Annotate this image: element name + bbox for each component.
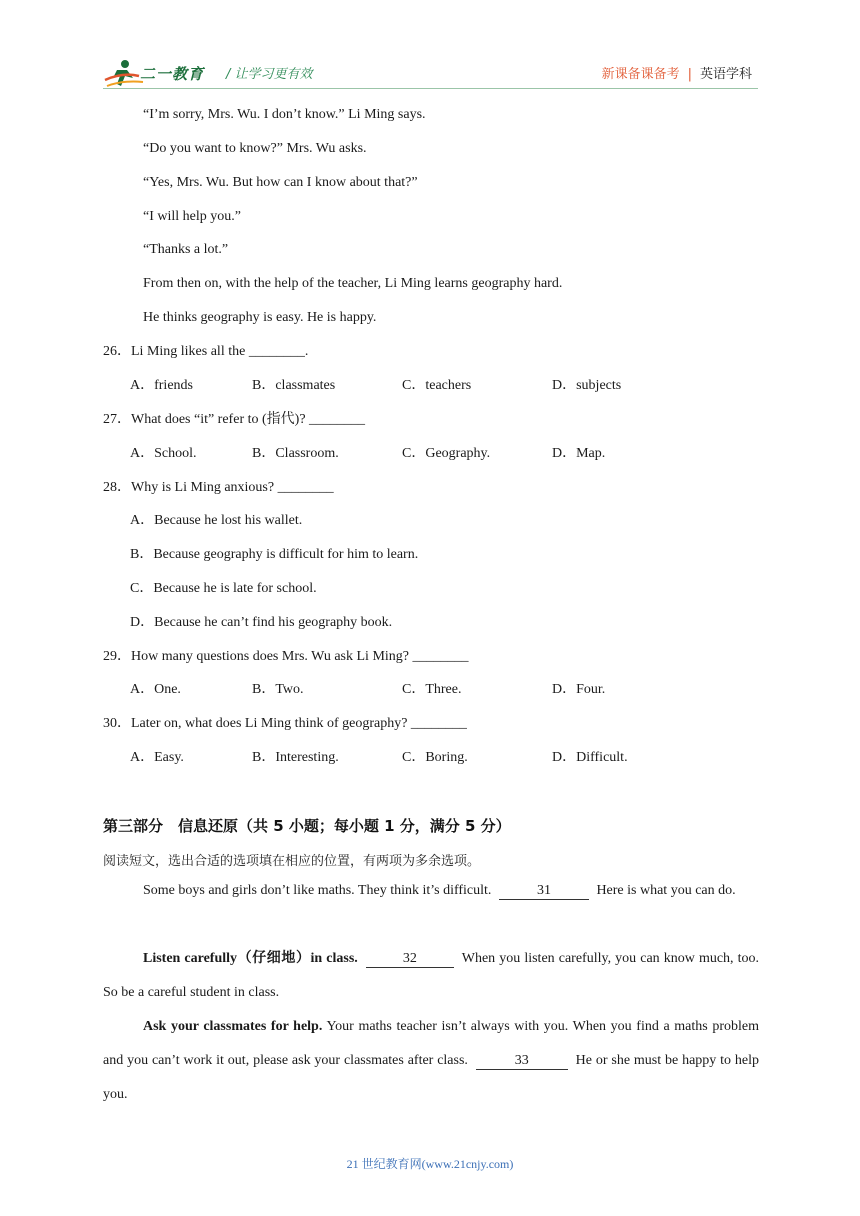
question-stem: 28．Why is Li Ming anxious? ________	[103, 480, 334, 495]
passage-line: “I’m sorry, Mrs. Wu. I don’t know.” Li Ming says.	[143, 107, 426, 122]
paragraph-3	[103, 1010, 759, 1112]
question-stem: 27．What does “it” refer to (指代)? ________	[103, 412, 366, 427]
option-a: A．Because he lost his wallet.	[130, 513, 303, 528]
header-right	[602, 63, 752, 82]
option-c: C．Because he is late for school.	[130, 581, 317, 596]
answer-blank-32[interactable]: 32	[366, 951, 454, 968]
header-tag: 新课备课备考	[601, 67, 680, 82]
paragraph-heading: Ask your classmates for help.	[143, 1019, 323, 1034]
paragraph-text: When you listen carefully, you can know much, too. So be a careful student in class.	[103, 951, 760, 1000]
paragraph-text: Here is what you can do.	[596, 883, 736, 898]
question-stem: 26．Li Ming likes all the ________.	[103, 344, 309, 359]
paragraph-text: Some boys and girls don’t like maths. They think it’s difficult.	[143, 883, 492, 898]
header-separator: |	[687, 67, 692, 82]
answer-blank-31[interactable]: 31	[499, 883, 589, 900]
option-a: A．One.	[130, 682, 181, 697]
option-a: A．friends	[130, 378, 193, 393]
option-b: B．Classroom.	[252, 446, 339, 461]
option-c: C．Three.	[402, 682, 462, 697]
header-divider	[103, 88, 758, 89]
option-b: B．classmates	[252, 378, 336, 393]
option-b: B．Two.	[252, 682, 304, 697]
option-d: D．Because he can’t find his geography book.	[130, 615, 393, 630]
paragraph-2	[103, 942, 759, 1010]
passage-line: “Yes, Mrs. Wu. But how can I know about that?”	[143, 175, 418, 190]
page-header	[0, 0, 860, 100]
paragraph-1	[103, 874, 759, 908]
option-d: D．Map.	[552, 446, 606, 461]
question-stem: 29．How many questions does Mrs. Wu ask Li Ming? ________	[103, 649, 469, 664]
answer-blank-33[interactable]: 33	[476, 1053, 568, 1070]
logo-text: 二一教育	[140, 65, 205, 83]
paragraph-heading: Listen carefully（仔细地）in class.	[143, 951, 358, 966]
paragraph-text: Your maths teacher isn’t always with you. When you find a maths problem and you can’t work it out, please ask your classmates after class.	[103, 1019, 759, 1068]
passage-line: “Thanks a lot.”	[143, 242, 229, 257]
header-slogan: / 让学习更有效	[226, 67, 313, 82]
passage-line: He thinks geography is easy. He is happy.	[143, 310, 377, 325]
option-c: C．Boring.	[402, 750, 468, 765]
header-subject: 英语学科	[699, 67, 752, 82]
option-b: B．Interesting.	[252, 750, 339, 765]
option-a: A．Easy.	[130, 750, 184, 765]
option-b: B．Because geography is difficult for him to learn.	[130, 547, 419, 562]
passage-line: From then on, with the help of the teacher, Li Ming learns geography hard.	[143, 276, 563, 291]
passage-line: “Do you want to know?” Mrs. Wu asks.	[143, 141, 367, 156]
page-footer: 21 世纪教育网(www.21cnjy.com)	[346, 1157, 514, 1171]
question-stem: 30．Later on, what does Li Ming think of geography? ________	[103, 716, 467, 731]
passage-line: “I will help you.”	[143, 209, 241, 224]
option-d: D．Four.	[552, 682, 606, 697]
option-d: D．Difficult.	[552, 750, 628, 765]
option-a: A．School.	[130, 446, 197, 461]
paragraph-text: He or she must be happy to help you.	[103, 1053, 760, 1102]
section-title: 第三部分 信息还原（共 5 小题；每小题 1 分，满分 5 分）	[103, 817, 511, 835]
section-instruction: 阅读短文，选出合适的选项填在相应的位置，有两项为多余选项。	[103, 854, 481, 869]
option-c: C．Geography.	[402, 446, 491, 461]
option-d: D．subjects	[552, 378, 622, 393]
option-c: C．teachers	[402, 378, 472, 393]
